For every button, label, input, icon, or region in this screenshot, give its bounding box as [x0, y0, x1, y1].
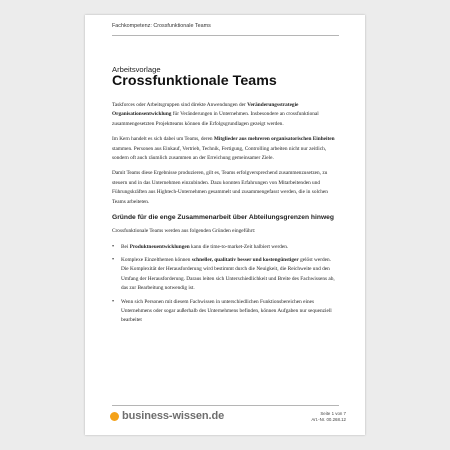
bullet-icon: • — [112, 298, 115, 305]
emphasis-text: Produktneuentwicklungen — [129, 243, 190, 250]
logo-dot-icon — [110, 412, 119, 421]
page-info — [311, 411, 346, 423]
header-divider — [112, 35, 339, 36]
logo-text: business-wissen.de — [122, 410, 225, 422]
body-text: Damit Teams diese Ergebnisse produzieren, gilt es, Teams erfolgversprechend zusammenzusetzen, zu steuern und in das Unternehmen einzubinden. Dazu konnten Erfahrungen von Mitarbeitenden und Führungskräften aus Hightech-Unternehmen gesammelt und zusammengefasst werden, die in solchen Teams arbeiteten. — [112, 170, 328, 205]
document-kicker: Arbeitsvorlage — [112, 65, 161, 74]
bullet-icon: • — [112, 243, 115, 250]
body-text: Im Kern handelt es sich dabei um Teams, deren — [112, 136, 214, 143]
emphasis-text: Mitglieder aus mehreren organisatorischen Einheiten — [213, 136, 335, 143]
section-intro: Crossfunktionale Teams werden aus folgenden Gründen eingeführt: — [112, 228, 256, 235]
section-heading: Gründe für die enge Zusammenarbeit über Abteilungsgrenzen hinweg — [112, 214, 334, 222]
body-text: Wenn sich Personen mit diesem Fachwissen in unterschiedlichen Funktionsbereichen eines Unternehmens oder sogar außerhalb des Unternehmens befinden, können Aufgaben nur sequenziell bearbeitet — [121, 298, 332, 324]
list-item-text — [121, 244, 288, 250]
list-item — [112, 298, 337, 326]
body-text: für Veränderungen in Unternehmen. Insbesondere an crossfunktional zusammengesetzten Projektteams können die Erfolgsgrundlagen gezeigt werden. — [112, 111, 319, 127]
body-text: gelöst werden. Die Komplexität der Herausforderung wird bestimmt durch die Neuigkeit, die Reichweite und den Umfang der Herausforderung. Daraus leiten sich Unterschiedlichkeit und Breite des Fachwissens ab, das zur Bearbeitung notwendig ist. — [121, 256, 335, 292]
emphasis-text: Veränderungsstrategie Organisationsentwicklung — [112, 102, 299, 118]
footer-divider — [112, 405, 339, 406]
paragraph-2 — [112, 135, 337, 163]
document-title: Crossfunktionale Teams — [112, 73, 277, 89]
body-text: kann die time-to-market-Zeit halbiert werden. — [189, 243, 289, 250]
list-item-text — [121, 299, 332, 324]
document-body — [112, 101, 337, 330]
page-number: Seite 1 von 7 — [320, 411, 346, 416]
body-text: Komplexe Einzelthemen können — [121, 256, 192, 263]
body-text: stammen. Personen aus Einkauf, Vertrieb, Technik, Fertigung, Controlling arbeiten nicht nur zeitlich, sondern oft auch räumlich zusammen an der Erreichung gemeinsamer Ziele. — [112, 145, 327, 162]
emphasis-text: schneller, qualitativ besser und kostengünstiger — [191, 256, 299, 263]
reasons-list — [112, 243, 337, 326]
list-item — [112, 256, 337, 294]
body-text: Bei — [121, 243, 130, 250]
list-item-text — [121, 257, 335, 291]
brand-logo[interactable] — [110, 411, 224, 422]
running-header: Fachkompetenz: Crossfunktionale Teams — [112, 23, 211, 29]
body-text: Taskforces oder Arbeitsgruppen sind direkte Anwendungen der — [112, 102, 248, 108]
paragraph-1 — [112, 101, 337, 129]
article-number: Art.-Nr. 00.268.12 — [311, 417, 346, 423]
bullet-icon: • — [112, 256, 115, 263]
paragraph-3 — [112, 169, 337, 207]
list-item — [112, 243, 337, 252]
